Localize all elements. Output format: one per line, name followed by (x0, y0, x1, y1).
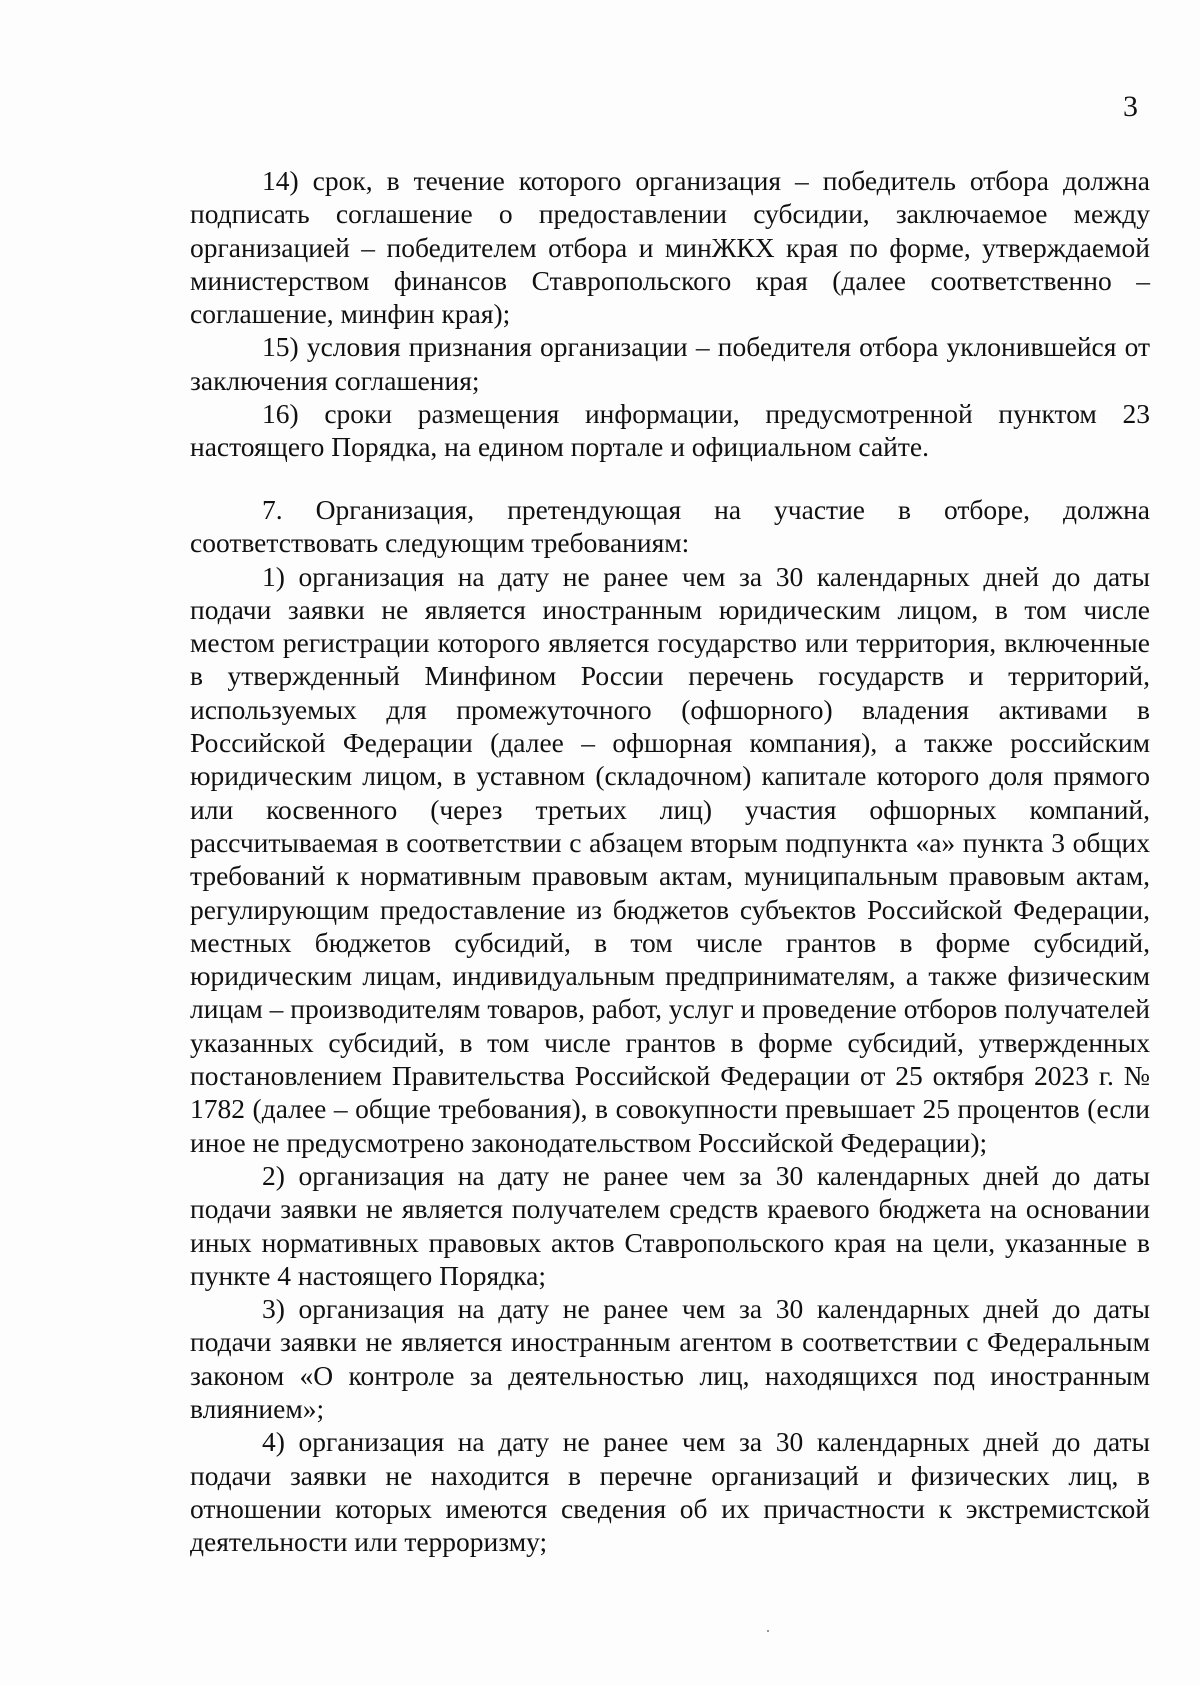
paragraph-requirement-4: 4) организация на дату не ранее чем за 30 календарных дней до даты подачи заявки не находится в перечне организаций и физических лиц, в отношении которых имеются сведения об их причастности к экстремистской деятельности или терроризму; (190, 1426, 1150, 1558)
paragraph-requirement-3: 3) организация на дату не ранее чем за 30 календарных дней до даты подачи заявки не является иностранным агентом в соответствии с Федеральным законом «О контроле за деятельностью лиц, находящихся под иностранным влиянием»; (190, 1293, 1150, 1425)
scan-speck (767, 1630, 769, 1632)
paragraph-requirement-1: 1) организация на дату не ранее чем за 30 календарных дней до даты подачи заявки не является иностранным юридическим лицом, в том числе местом регистрации которого является государство или территория, включенные в утвержденный Минфином России перечень государств и территорий, используемых для промежуточного (офшорного) владения активами в Российской Федерации (далее – офшорная компания), а также российским юридическим лицом, в уставном (складочном) капитале которого доля прямого или косвенного (через третьих лиц) участия офшорных компаний, рассчитываемая в соответствии с абзацем вторым подпункта «а» пункта 3 общих требований к нормативным правовым актам, муниципальным правовым актам, регулирующим предоставление из бюджетов субъектов Российской Федерации, местных бюджетов субсидий, в том числе грантов в форме субсидий, юридическим лицам, индивидуальным предпринимателям, а также физическим лицам – производителям товаров, работ, услуг и проведение отборов получателей указанных субсидий, в том числе грантов в форме субсидий, утвержденных постановлением Правительства Российской Федерации от 25 октября 2023 г. № 1782 (далее – общие требования), в совокупности превышает 25 процентов (если иное не предусмотрено законодательством Российской Федерации); (190, 560, 1150, 1158)
text-block-items-14-16 (190, 164, 1150, 464)
paragraph-item-15: 15) условия признания организации – победителя отбора уклонившейся от заключения соглашения; (190, 331, 1150, 396)
text-block-section-7 (190, 493, 1150, 1559)
paragraph-section-7: 7. Организация, претендующая на участие в отборе, должна соответствовать следующим требованиям: (190, 494, 1150, 559)
paragraph-item-14: 14) срок, в течение которого организация – победитель отбора должна подписать соглашение о предоставлении субсидии, заключаемое между организацией – победителем отбора и минЖКХ края по форме, утверждаемой министерством финансов Ставропольского края (далее соответственно – соглашение, минфин края); (190, 165, 1150, 330)
paragraph-item-16: 16) сроки размещения информации, предусмотренной пунктом 23 настоящего Порядка, на едином портале и официальном сайте. (190, 398, 1150, 463)
paragraph-requirement-2: 2) организация на дату не ранее чем за 30 календарных дней до даты подачи заявки не является получателем средств краевого бюджета на основании иных нормативных правовых актов Ставропольского края на цели, указанные в пункте 4 настоящего Порядка; (190, 1159, 1150, 1291)
page-number: 3 (1123, 90, 1138, 123)
